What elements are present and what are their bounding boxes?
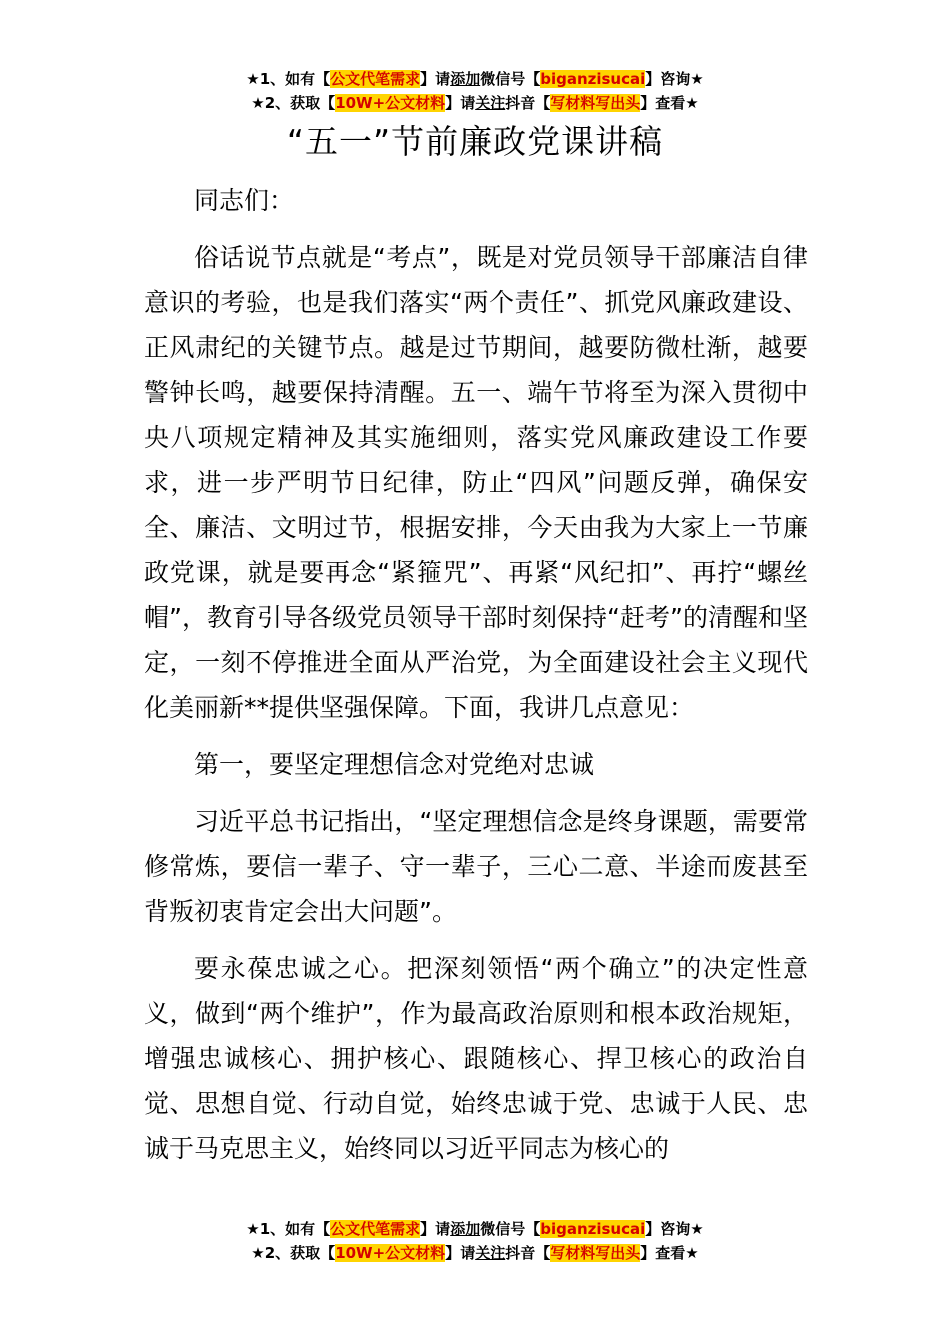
banner-text: 抖音【 — [505, 94, 551, 112]
banner-text: 】请 — [420, 1220, 451, 1238]
banner-highlight: 公文代笔需求 — [330, 70, 421, 88]
banner-wechat-id: biganzisucai — [540, 70, 646, 88]
banner-douyin-id: 写材料写出头 — [550, 1244, 641, 1262]
top-banner — [0, 67, 950, 115]
bottom-banner — [0, 1217, 950, 1265]
banner-text: ★2、获取【 — [251, 1244, 336, 1262]
banner-underline: 添加 — [450, 1220, 481, 1238]
banner-text: ★1、如有【 — [246, 1220, 331, 1238]
banner-text: 】请 — [420, 70, 451, 88]
banner-highlight: 公文代笔需求 — [330, 1220, 421, 1238]
banner-text: 】咨询★ — [645, 1220, 704, 1238]
banner-text: 微信号【 — [480, 70, 541, 88]
banner-text: 微信号【 — [480, 1220, 541, 1238]
banner-text: ★1、如有【 — [246, 70, 331, 88]
document-title: “五一”节前廉政党课讲稿 — [286, 122, 664, 161]
banner-text: 】咨询★ — [645, 70, 704, 88]
banner-wechat-id: biganzisucai — [540, 1220, 646, 1238]
banner-line-1 — [0, 1217, 950, 1241]
banner-highlight: 10W+公文材料 — [335, 1244, 446, 1262]
banner-underline: 关注 — [475, 1244, 506, 1262]
section-heading-1: 第一，要坚定理想信念对党绝对忠诚 — [194, 750, 595, 779]
banner-highlight: 10W+公文材料 — [335, 94, 446, 112]
banner-text: ★2、获取【 — [251, 94, 336, 112]
paragraph-loyalty: 要永葆忠诚之心。把深刻领悟“两个确立”的决定性意义，做到“两个维护”，作为最高政治原则和根本政治规矩，增强忠诚核心、拥护核心、跟随核心、捍卫核心的政治自觉、思想自觉、行动自觉，始终忠诚于党、忠诚于人民、忠诚于马克思主义，始终同以习近平同志为核心的 — [144, 954, 808, 1163]
banner-line-1 — [0, 67, 950, 91]
document-body — [144, 178, 808, 1171]
banner-text: 】请 — [445, 1244, 476, 1262]
banner-underline: 添加 — [450, 70, 481, 88]
banner-line-2 — [0, 91, 950, 115]
banner-text: 】查看★ — [640, 94, 699, 112]
banner-line-2 — [0, 1241, 950, 1265]
banner-text: 抖音【 — [505, 1244, 551, 1262]
banner-text: 】请 — [445, 94, 476, 112]
paragraph-quote: 习近平总书记指出，“坚定理想信念是终身课题，需要常修常炼，要信一辈子、守一辈子，三心二意、半途而废甚至背叛初衷肯定会出大问题”。 — [144, 807, 808, 926]
banner-underline: 关注 — [475, 94, 506, 112]
banner-douyin-id: 写材料写出头 — [550, 94, 641, 112]
banner-text: 】查看★ — [640, 1244, 699, 1262]
salutation: 同志们： — [194, 186, 295, 215]
paragraph-intro: 俗话说节点就是“考点”，既是对党员领导干部廉洁自律意识的考验，也是我们落实“两个责任”、抓党风廉政建设、正风肃纪的关键节点。越是过节期间，越要防微杜渐，越要警钟长鸣，越要保持清醒。五一、端午节将至为深入贯彻中央八项规定精神及其实施细则，落实党风廉政建设工作要求，进一步严明节日纪律，防止“四风”问题反弹，确保安全、廉洁、文明过节，根据安排，今天由我为大家上一节廉政党课，就是要再念“紧箍咒”、再紧“风纪扣”、再拧“螺丝帽”，教育引导各级党员领导干部时刻保持“赶考”的清醒和坚定，一刻不停推进全面从严治党，为全面建设社会主义现代化美丽新**提供坚强保障。下面，我讲几点意见： — [144, 243, 808, 722]
